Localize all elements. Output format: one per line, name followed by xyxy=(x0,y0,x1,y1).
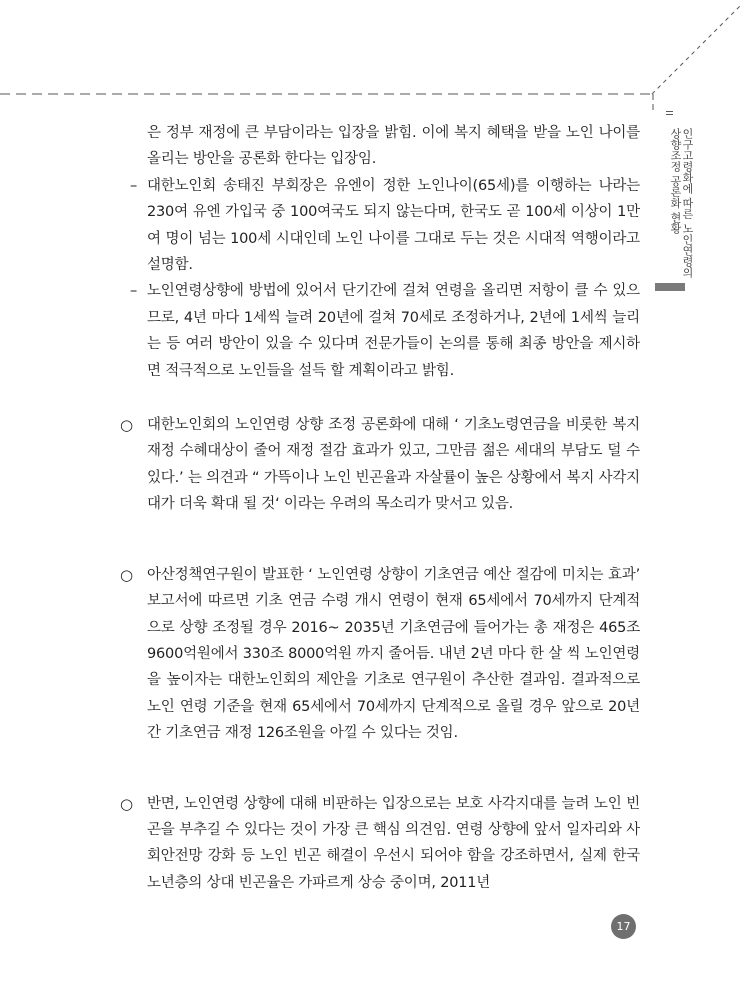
header-decoration xyxy=(0,0,740,110)
dash-bullet: – xyxy=(130,283,138,300)
page-number: 17 xyxy=(611,914,636,939)
continuation-paragraph: 은 정부 재정에 큰 부담이라는 입장을 밝힘. 이에 복지 혜택을 받을 노인 나이를 올리는 방안을 공론화 한다는 입장임. xyxy=(147,125,640,168)
circle-item-text: 대한노인회의 노인연령 상향 조정 공론화에 대해 ‘ 기초노령연금을 비롯한 복지 재정 수혜대상이 줄어 재정 절감 효과가 있고, 그만큼 젊은 세대의 부담도 덜 수 있다.’ 는 의견과 “ 가뜩이나 노인 빈곤율과 자살률이 높은 상황에서 복지 사각지대가 더욱 확대 될 것‘ 이라는 우려의 목소리가 맞서고 있음. xyxy=(147,417,640,513)
body-text xyxy=(120,120,640,896)
dash-list-item xyxy=(120,278,640,384)
circle-bullet: ○ xyxy=(120,565,133,584)
dash-item-text: 노인연령상향에 방법에 있어서 단기간에 걸쳐 연령을 올리면 저항이 클 수 있으므로, 4년 마다 1세씩 늘려 20년에 걸쳐 70세로 조정하거나, 2년에 1세씩 늘리는 등 여러 방안이 있을 수 있다며 전문가들이 논의를 통해 최종 방안을 제시하면 적극적으로 노인들을 설득 할 계획이라고 밝힘. xyxy=(147,283,640,379)
dash-list-item xyxy=(120,173,640,279)
side-tab-bar xyxy=(655,283,685,291)
circle-bullet: ○ xyxy=(120,794,133,813)
circle-list-item xyxy=(120,791,640,897)
dash-item-text: 대한노인회 송태진 부회장은 유엔이 정한 노인나이(65세)를 이행하는 나라는 230여 유엔 가입국 중 100여국도 되지 않는다며, 한국도 곧 100세 이상이 1만여 명이 넘는 100세 시대인데 노인 나이를 그대로 두는 것은 시대적 역행이라고 설명함. xyxy=(147,177,640,274)
circle-list-item xyxy=(120,562,640,747)
circle-bullet: ○ xyxy=(120,416,133,435)
corner-diagonal-line xyxy=(652,6,740,94)
circle-list-item xyxy=(120,412,640,518)
chapter-title: 인구고령화에 따른 노인연령의 상향조정 공론화 현황 xyxy=(669,128,694,278)
chapter-number: II xyxy=(663,110,674,116)
dash-bullet: – xyxy=(130,177,138,194)
circle-item-text: 반면, 노인연령 상향에 대해 비판하는 입장으로는 보호 사각지대를 늘려 노인 빈곤을 부추길 수 있다는 것이 가장 큰 핵심 의견임. 연령 상향에 앞서 일자리와 사회안전망 강화 등 노인 빈곤 해결이 우선시 되어야 함을 강조하면서, 실제 한국 노년층의 상대 빈곤율은 가파르게 상승 중이며, 2011년 xyxy=(147,795,640,891)
circle-item-text: 아산정책연구원이 발표한 ‘ 노인연령 상향이 기초연금 예산 절감에 미치는 효과’ 보고서에 따르면 기초 연금 수령 개시 연령이 현재 65세에서 70세까지 단계적으로 상향 조정될 경우 2016~ 2035년 기초연금에 들어가는 총 재정은 465조 9600억원에서 330조 8000억원 까지 줄어듬. 내년 2년 마다 한 살 씩 노인연령을 높이자는 대한노인회의 제안을 기초로 연구원이 추산한 결과임. 결과적으로 노인 연령 기준을 현재 65세에서 70세까지 단계적으로 올릴 경우 앞으로 20년간 기초연금 재정 126조원을 아낄 수 있다는 것임. xyxy=(147,566,640,742)
